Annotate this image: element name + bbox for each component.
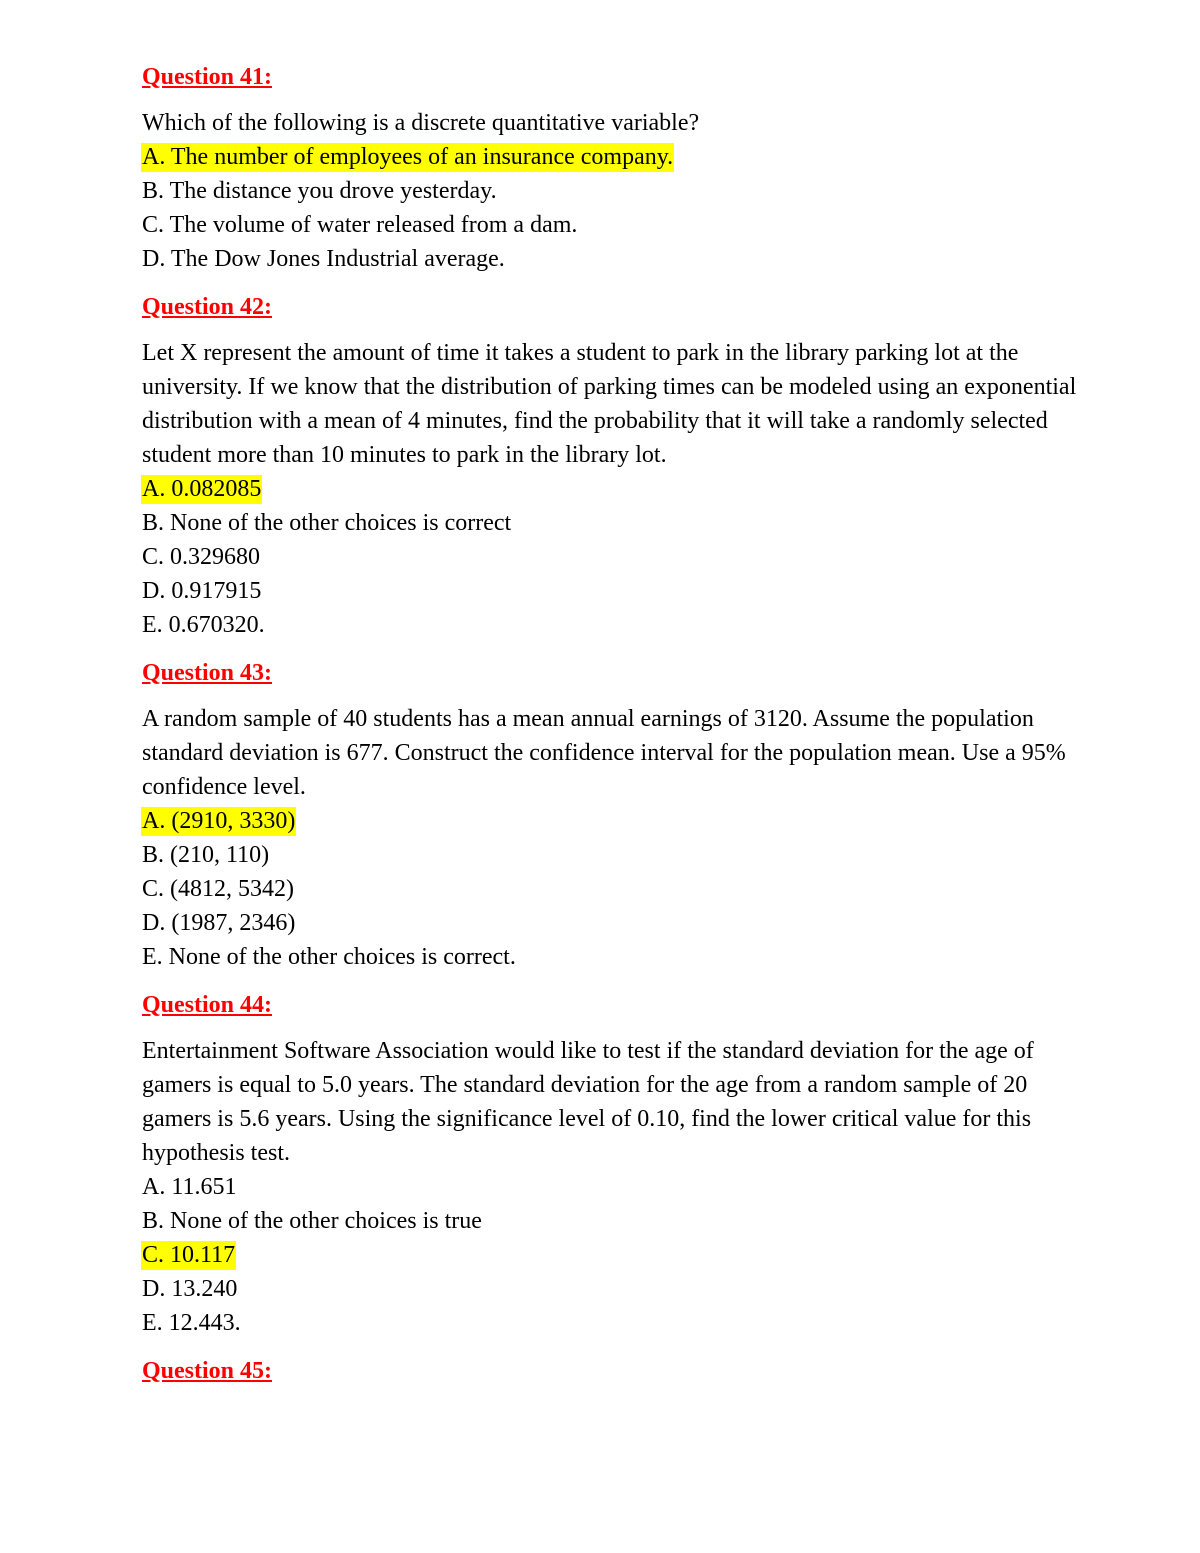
answer-choice bbox=[142, 804, 1102, 838]
choice-label: A. 0.082085 bbox=[142, 476, 262, 502]
question-heading: Question 42: bbox=[142, 294, 273, 320]
choice-label: B. The distance you drove yesterday. bbox=[142, 178, 497, 204]
choice-label: D. 0.917915 bbox=[142, 578, 262, 604]
answer-choices bbox=[142, 804, 1102, 974]
answer-choice bbox=[142, 1238, 1102, 1272]
answer-choice bbox=[142, 140, 1102, 174]
choice-label: E. None of the other choices is correct. bbox=[142, 944, 516, 970]
question-44 bbox=[142, 988, 1102, 1340]
choice-label: E. 12.443. bbox=[142, 1310, 241, 1336]
answer-choice bbox=[142, 242, 1102, 276]
choice-label: A. The number of employees of an insurance company. bbox=[142, 144, 674, 170]
question-heading: Question 41: bbox=[142, 64, 273, 90]
answer-choice bbox=[142, 540, 1102, 574]
question-text: Entertainment Software Association would like to test if the standard deviation for the age of gamers is equal to 5.0 years. The standard deviation for the age from a random sample of 20 gamers is 5.6 years. Using the significance level of 0.10, find the lower critical value for this hypothesis test. bbox=[142, 1038, 1034, 1166]
answer-choice bbox=[142, 608, 1102, 642]
spacer bbox=[142, 642, 1102, 656]
question-heading: Question 44: bbox=[142, 992, 273, 1018]
choice-label: D. The Dow Jones Industrial average. bbox=[142, 246, 505, 272]
answer-choice bbox=[142, 1272, 1102, 1306]
question-42 bbox=[142, 290, 1102, 642]
question-heading: Question 43: bbox=[142, 660, 273, 686]
choice-label: C. The volume of water released from a dam. bbox=[142, 212, 578, 238]
question-text: Let X represent the amount of time it takes a student to park in the library parking lot at the university. If we know that the distribution of parking times can be modeled using an exponential distribution with a mean of 4 minutes, find the probability that it will take a randomly selected student more than 10 minutes to park in the library lot. bbox=[142, 340, 1077, 468]
answer-choice bbox=[142, 838, 1102, 872]
answer-choice bbox=[142, 906, 1102, 940]
spacer bbox=[142, 1340, 1102, 1354]
answer-choices bbox=[142, 140, 1102, 276]
choice-label: D. 13.240 bbox=[142, 1276, 238, 1302]
question-45 bbox=[142, 1354, 1102, 1388]
question-text: A random sample of 40 students has a mean annual earnings of 3120. Assume the population standard deviation is 677. Construct the confidence interval for the population mean. Use a 95% confidence level. bbox=[142, 706, 1066, 800]
question-heading: Question 45: bbox=[142, 1358, 273, 1384]
choice-label: B. None of the other choices is true bbox=[142, 1208, 482, 1234]
answer-choice bbox=[142, 872, 1102, 906]
answer-choice bbox=[142, 506, 1102, 540]
answer-choice bbox=[142, 1170, 1102, 1204]
choice-label: C. 10.117 bbox=[142, 1242, 236, 1268]
question-41 bbox=[142, 60, 1102, 276]
spacer bbox=[142, 974, 1102, 988]
choice-label: B. (210, 110) bbox=[142, 842, 270, 868]
choice-label: E. 0.670320. bbox=[142, 612, 265, 638]
question-43 bbox=[142, 656, 1102, 974]
choice-label: A. 11.651 bbox=[142, 1174, 237, 1200]
choice-label: C. 0.329680 bbox=[142, 544, 261, 570]
spacer bbox=[142, 276, 1102, 290]
choice-label: D. (1987, 2346) bbox=[142, 910, 296, 936]
answer-choice bbox=[142, 940, 1102, 974]
answer-choice bbox=[142, 574, 1102, 608]
answer-choice bbox=[142, 1204, 1102, 1238]
choice-label: A. (2910, 3330) bbox=[142, 808, 296, 834]
answer-choices bbox=[142, 1170, 1102, 1340]
question-text: Which of the following is a discrete quantitative variable? bbox=[142, 110, 700, 136]
answer-choice bbox=[142, 472, 1102, 506]
answer-choice bbox=[142, 208, 1102, 242]
document-page bbox=[142, 60, 1102, 1400]
choice-label: B. None of the other choices is correct bbox=[142, 510, 512, 536]
answer-choices bbox=[142, 472, 1102, 642]
answer-choice bbox=[142, 1306, 1102, 1340]
choice-label: C. (4812, 5342) bbox=[142, 876, 294, 902]
answer-choice bbox=[142, 174, 1102, 208]
